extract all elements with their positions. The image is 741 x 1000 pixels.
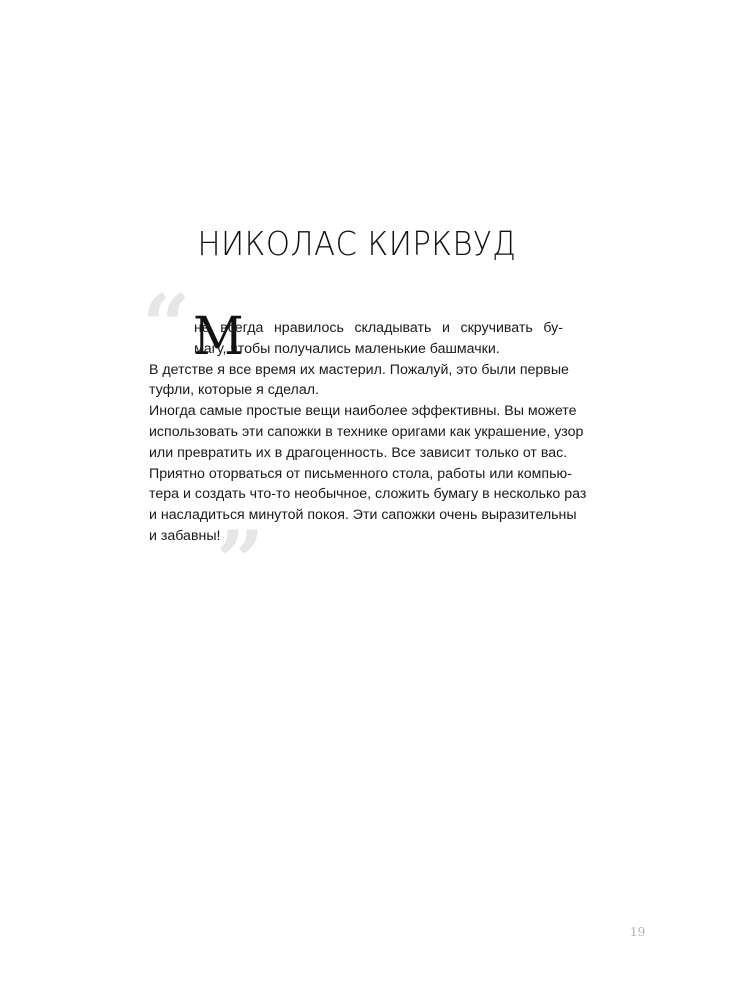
quote-line: и забавны!	[149, 527, 221, 544]
quote-line: тера и создать что-то необычное, сложить бумагу в несколько раз	[149, 486, 587, 503]
page-number: 19	[630, 925, 646, 939]
quote-line: и насладиться минутой покоя. Эти сапожки очень выразительны	[149, 507, 577, 524]
quote-line: не всегда нравилось складывать и скручивать бу-	[194, 320, 563, 336]
quote-line: Иногда самые простые вещи наиболее эффективны. Вы можете	[149, 403, 577, 420]
close-quote-mark: ”	[216, 512, 265, 611]
page-title: НИКОЛАС КИРКВУД	[197, 224, 517, 263]
quote-line: магу, чтобы получались маленькие башмачки.	[194, 340, 500, 357]
quote-text	[149, 318, 587, 547]
quote-line: туфли, которые я сделал.	[149, 382, 319, 399]
quote-line: или превратить их в драгоценность. Все зависит только от вас.	[149, 444, 568, 461]
drop-cap: М	[193, 307, 244, 367]
quote-line: В детстве я все время их мастерил. Пожалуй, это были первые	[149, 361, 569, 378]
quote-line: использовать эти сапожки в технике оригами как украшение, узор	[149, 423, 584, 440]
quote-line: Приятно оторваться от письменного стола, работы или компью-	[149, 465, 572, 482]
open-quote-mark: “	[142, 276, 191, 375]
